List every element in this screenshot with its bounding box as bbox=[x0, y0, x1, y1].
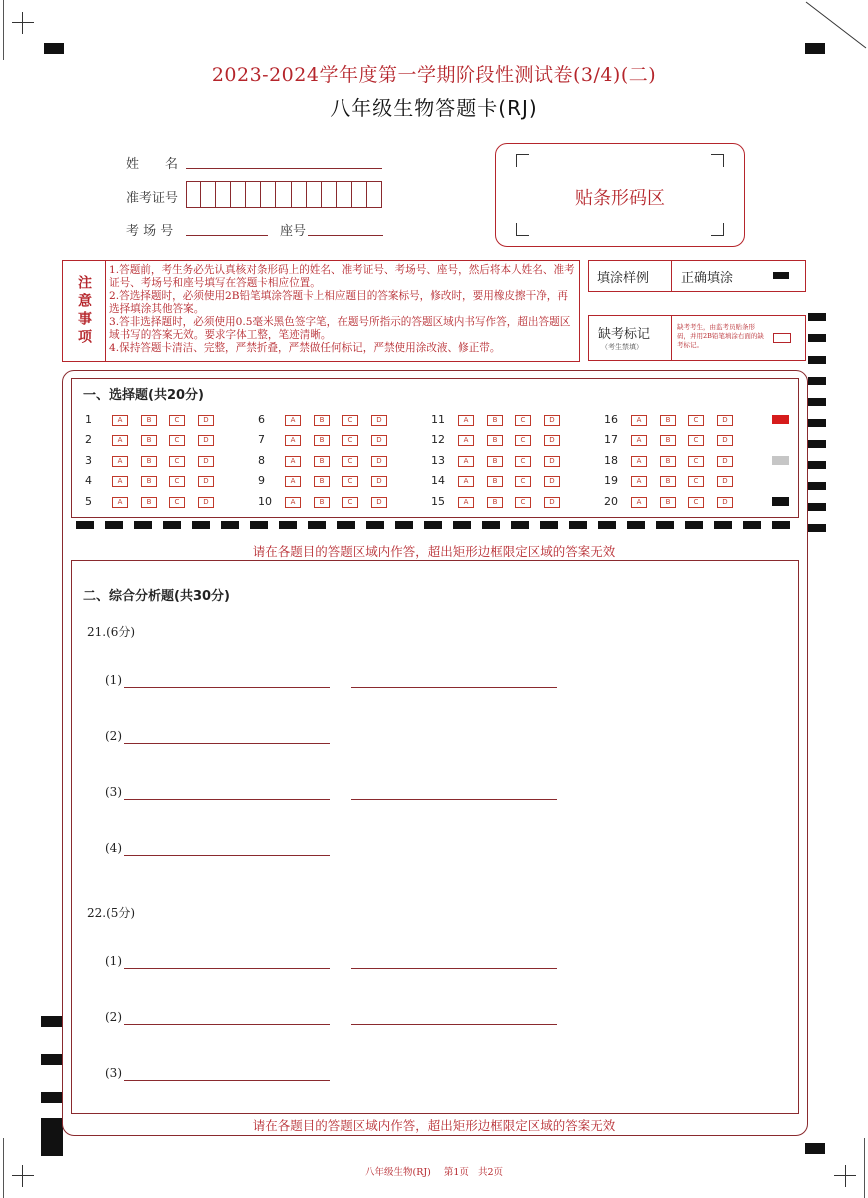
choice-bubble[interactable]: C bbox=[342, 415, 358, 426]
choice-bubble[interactable]: D bbox=[717, 456, 733, 467]
absent-fill-box[interactable] bbox=[773, 333, 791, 343]
choice-bubble[interactable]: D bbox=[371, 435, 387, 446]
timing-mark bbox=[808, 440, 826, 448]
answer-line[interactable] bbox=[351, 799, 557, 800]
sample-mark bbox=[772, 456, 789, 465]
answer-line[interactable] bbox=[124, 743, 330, 744]
choice-bubble[interactable]: B bbox=[660, 497, 676, 508]
answer-sheet-title: 八年级生物答题卡(RJ) bbox=[330, 96, 538, 120]
question-number: 20 bbox=[604, 495, 618, 508]
answer-line[interactable] bbox=[351, 968, 557, 969]
choice-bubble[interactable]: A bbox=[631, 497, 647, 508]
seat-field[interactable] bbox=[308, 221, 383, 236]
timing-mark bbox=[105, 521, 123, 529]
choice-bubble[interactable]: C bbox=[688, 497, 704, 508]
timing-mark bbox=[41, 1054, 63, 1065]
note-item: 3.答非选择题时，必须使用0.5毫米黑色签字笔，在题号所指示的答题区域内书写作答，超出答题区域书写的答案无效。要求字体工整，笔迹清晰。 bbox=[109, 316, 571, 341]
choice-bubble[interactable]: C bbox=[515, 476, 531, 487]
choice-bubble[interactable]: C bbox=[515, 456, 531, 467]
choice-section bbox=[71, 378, 799, 518]
timing-mark bbox=[808, 482, 826, 490]
exam-title: 2023-2024学年度第一学期阶段性测试卷(3/4)(二) bbox=[211, 64, 657, 86]
choice-bubble[interactable]: D bbox=[198, 456, 214, 467]
timing-mark bbox=[656, 521, 674, 529]
barcode-label: 贴条形码区 bbox=[575, 188, 665, 209]
question-number: 4 bbox=[85, 474, 92, 487]
notes-heading: 注意事项 bbox=[63, 261, 106, 361]
warning-text-2: 请在各题目的答题区域内作答，超出矩形边框限定区域的答案无效 bbox=[252, 1118, 616, 1133]
position-mark bbox=[44, 43, 64, 54]
choice-bubble[interactable]: A bbox=[285, 456, 301, 467]
timing-mark bbox=[511, 521, 529, 529]
question-number: 5 bbox=[85, 495, 92, 508]
crop-mark-top-left bbox=[12, 22, 34, 23]
choice-bubble[interactable]: A bbox=[285, 415, 301, 426]
choice-bubble[interactable]: A bbox=[458, 456, 474, 467]
timing-mark bbox=[569, 521, 587, 529]
choice-bubble[interactable]: B bbox=[141, 415, 157, 426]
note-item: 2.答选择题时，必须使用2B铅笔填涂答题卡上相应题目的答案标号，修改时，要用橡皮擦干净，再选择填涂其他答案。 bbox=[109, 290, 568, 315]
choice-section-title: 一、选择题(共20分) bbox=[83, 388, 204, 403]
choice-bubble[interactable]: D bbox=[371, 456, 387, 467]
choice-bubble[interactable]: A bbox=[631, 476, 647, 487]
choice-bubble[interactable]: A bbox=[112, 476, 128, 487]
timing-mark bbox=[192, 521, 210, 529]
note-item: 1.答题前，考生务必先认真核对条形码上的姓名、准考证号、考场号、座号，然后将本人姓名、准考证号、考场号和座号填写在答题卡相应位置。 bbox=[109, 264, 575, 289]
choice-bubble[interactable]: B bbox=[141, 456, 157, 467]
notes-body bbox=[109, 264, 576, 355]
exam-id-digit-box[interactable] bbox=[216, 181, 231, 208]
timing-mark bbox=[714, 521, 732, 529]
question-number: 15 bbox=[431, 495, 445, 508]
exam-id-digit-box[interactable] bbox=[352, 181, 367, 208]
question-number: 8 bbox=[258, 454, 265, 467]
edge-line-left bbox=[3, 0, 4, 60]
choice-bubble[interactable]: A bbox=[458, 476, 474, 487]
choice-bubble[interactable]: B bbox=[314, 497, 330, 508]
choice-bubble[interactable]: B bbox=[141, 497, 157, 508]
absent-desc: 缺考考生，由监考员贴条形码，并用2B铅笔填涂右面的缺考标记。 bbox=[677, 323, 764, 349]
choice-bubble[interactable]: A bbox=[285, 476, 301, 487]
exam-id-digit-box[interactable] bbox=[201, 181, 216, 208]
sub-question-label: (3) bbox=[105, 1066, 122, 1080]
timing-mark bbox=[808, 313, 826, 321]
choice-bubble[interactable]: A bbox=[458, 415, 474, 426]
choice-bubble[interactable]: C bbox=[515, 497, 531, 508]
choice-bubble[interactable]: D bbox=[544, 497, 560, 508]
answer-line[interactable] bbox=[351, 687, 557, 688]
choice-bubble[interactable]: A bbox=[285, 497, 301, 508]
choice-bubble[interactable]: B bbox=[660, 456, 676, 467]
choice-bubble[interactable]: A bbox=[112, 415, 128, 426]
choice-bubble[interactable]: B bbox=[487, 415, 503, 426]
footer-total: 共2页 bbox=[477, 1167, 504, 1178]
timing-mark bbox=[337, 521, 355, 529]
timing-mark bbox=[808, 419, 826, 427]
question-number: 17 bbox=[604, 433, 618, 446]
analysis-section bbox=[71, 560, 799, 1114]
correct-fill-label: 正确填涂 bbox=[681, 271, 734, 286]
sub-question-label: (3) bbox=[105, 785, 122, 799]
timing-mark bbox=[685, 521, 703, 529]
choice-bubble[interactable]: C bbox=[169, 415, 185, 426]
choice-bubble[interactable]: C bbox=[169, 476, 185, 487]
name-field[interactable] bbox=[186, 154, 382, 169]
absent-mark-box bbox=[588, 315, 806, 361]
choice-bubble[interactable]: D bbox=[371, 476, 387, 487]
timing-mark bbox=[808, 398, 826, 406]
exam-id-digit-box[interactable] bbox=[246, 181, 261, 208]
timing-mark bbox=[250, 521, 268, 529]
choice-bubble[interactable]: A bbox=[631, 415, 647, 426]
analysis-section-title: 二、综合分析题(共30分) bbox=[83, 589, 230, 604]
choice-bubble[interactable]: D bbox=[544, 456, 560, 467]
sub-question-label: (4) bbox=[105, 841, 122, 855]
choice-bubble[interactable]: B bbox=[660, 415, 676, 426]
choice-bubble[interactable]: A bbox=[631, 456, 647, 467]
question-number: 9 bbox=[258, 474, 265, 487]
timing-mark bbox=[808, 334, 826, 342]
choice-bubble[interactable]: A bbox=[285, 435, 301, 446]
choice-bubble[interactable]: C bbox=[688, 476, 704, 487]
answer-line[interactable] bbox=[124, 799, 330, 800]
exam-id-digit-box[interactable] bbox=[276, 181, 291, 208]
question-number: 2 bbox=[85, 433, 92, 446]
choice-bubble[interactable]: A bbox=[112, 456, 128, 467]
absent-label: 缺考标记 bbox=[598, 327, 651, 342]
barcode-area bbox=[495, 143, 745, 247]
question-number: 19 bbox=[604, 474, 618, 487]
question-number: 13 bbox=[431, 454, 445, 467]
answer-line[interactable] bbox=[124, 687, 330, 688]
choice-bubble[interactable]: D bbox=[717, 476, 733, 487]
timing-mark bbox=[41, 1092, 63, 1103]
question-number: 10 bbox=[258, 495, 272, 508]
timing-mark bbox=[221, 521, 239, 529]
seat-label: 座号 bbox=[280, 224, 307, 239]
choice-bubble[interactable]: A bbox=[112, 497, 128, 508]
timing-mark bbox=[808, 377, 826, 385]
fill-example-box bbox=[588, 260, 806, 292]
choice-bubble[interactable]: D bbox=[198, 435, 214, 446]
choice-bubble[interactable]: D bbox=[198, 476, 214, 487]
exam-id-digit-box[interactable] bbox=[337, 181, 352, 208]
question-22-head: 22.(5分) bbox=[87, 906, 136, 920]
timing-mark bbox=[134, 521, 152, 529]
exam-id-digit-box[interactable] bbox=[231, 181, 246, 208]
question-number: 18 bbox=[604, 454, 618, 467]
question-number: 12 bbox=[431, 433, 445, 446]
choice-bubble[interactable]: B bbox=[487, 476, 503, 487]
choice-bubble[interactable]: B bbox=[141, 476, 157, 487]
position-mark bbox=[805, 43, 825, 54]
choice-bubble[interactable]: C bbox=[515, 435, 531, 446]
choice-bubble[interactable]: C bbox=[688, 456, 704, 467]
correct-fill-sample bbox=[773, 272, 789, 279]
exam-id-boxes[interactable] bbox=[186, 181, 382, 208]
choice-bubble[interactable]: A bbox=[631, 435, 647, 446]
choice-bubble[interactable]: B bbox=[487, 456, 503, 467]
room-field[interactable] bbox=[186, 221, 268, 236]
footer-page: 第1页 bbox=[443, 1167, 469, 1178]
question-number: 6 bbox=[258, 413, 265, 426]
choice-bubble[interactable]: D bbox=[198, 415, 214, 426]
choice-bubble[interactable]: C bbox=[169, 435, 185, 446]
question-number: 16 bbox=[604, 413, 618, 426]
question-number: 14 bbox=[431, 474, 445, 487]
choice-bubble[interactable]: C bbox=[688, 435, 704, 446]
timing-mark bbox=[482, 521, 500, 529]
timing-mark bbox=[41, 1016, 63, 1027]
answer-line[interactable] bbox=[124, 968, 330, 969]
choice-bubble[interactable]: C bbox=[342, 497, 358, 508]
exam-id-digit-box[interactable] bbox=[367, 181, 382, 208]
sample-mark bbox=[772, 415, 789, 424]
crop-mark-top-left-v bbox=[22, 12, 23, 34]
answer-line[interactable] bbox=[124, 855, 330, 856]
question-number: 11 bbox=[431, 413, 445, 426]
footer-subject: 八年级生物(RJ) bbox=[364, 1167, 431, 1178]
choice-bubble[interactable]: D bbox=[544, 415, 560, 426]
timing-mark bbox=[163, 521, 181, 529]
choice-bubble[interactable]: B bbox=[314, 476, 330, 487]
timing-mark bbox=[76, 521, 94, 529]
choice-bubble[interactable]: B bbox=[487, 497, 503, 508]
exam-id-digit-box[interactable] bbox=[292, 181, 307, 208]
choice-bubble[interactable]: C bbox=[688, 415, 704, 426]
question-number: 1 bbox=[85, 413, 92, 426]
choice-bubble[interactable]: A bbox=[458, 435, 474, 446]
question-21-head: 21.(6分) bbox=[87, 625, 136, 639]
timing-mark bbox=[453, 521, 471, 529]
timing-mark bbox=[424, 521, 442, 529]
choice-bubble[interactable]: B bbox=[660, 435, 676, 446]
timing-mark bbox=[308, 521, 326, 529]
timing-mark bbox=[598, 521, 616, 529]
timing-mark bbox=[366, 521, 384, 529]
choice-bubble[interactable]: A bbox=[112, 435, 128, 446]
sub-question-label: (1) bbox=[105, 673, 122, 687]
exam-id-digit-box[interactable] bbox=[322, 181, 337, 208]
sample-mark bbox=[772, 497, 789, 506]
exam-id-digit-box[interactable] bbox=[186, 181, 201, 208]
exam-id-digit-box[interactable] bbox=[307, 181, 322, 208]
choice-bubble[interactable]: D bbox=[371, 497, 387, 508]
timing-mark bbox=[540, 521, 558, 529]
choice-bubble[interactable]: C bbox=[515, 415, 531, 426]
sub-question-label: (1) bbox=[105, 954, 122, 968]
choice-bubble[interactable]: C bbox=[342, 456, 358, 467]
absent-note: （考生禁填） bbox=[601, 343, 643, 351]
timing-mark bbox=[627, 521, 645, 529]
timing-mark bbox=[772, 521, 790, 529]
question-number: 7 bbox=[258, 433, 265, 446]
room-label: 考 场 号 bbox=[126, 224, 174, 239]
choice-bubble[interactable]: B bbox=[487, 435, 503, 446]
choice-bubble[interactable]: A bbox=[458, 497, 474, 508]
timing-mark bbox=[743, 521, 761, 529]
choice-bubble[interactable]: C bbox=[342, 476, 358, 487]
choice-bubble[interactable]: B bbox=[314, 456, 330, 467]
notes-box bbox=[62, 260, 580, 362]
note-item: 4.保持答题卡清洁、完整，严禁折叠，严禁做任何标记，严禁使用涂改液、修正带。 bbox=[109, 342, 501, 354]
choice-bubble[interactable]: C bbox=[342, 435, 358, 446]
choice-bubble[interactable]: B bbox=[314, 415, 330, 426]
choice-bubble[interactable]: B bbox=[314, 435, 330, 446]
choice-bubble[interactable]: D bbox=[717, 497, 733, 508]
choice-bubble[interactable]: C bbox=[169, 497, 185, 508]
answer-line[interactable] bbox=[124, 1080, 330, 1081]
timing-mark bbox=[395, 521, 413, 529]
name-label: 姓 名 bbox=[126, 157, 179, 172]
choice-bubble[interactable]: D bbox=[717, 415, 733, 426]
page-footer bbox=[0, 1164, 868, 1178]
choice-bubble[interactable]: D bbox=[198, 497, 214, 508]
choice-bubble[interactable]: D bbox=[544, 435, 560, 446]
choice-bubble[interactable]: D bbox=[717, 435, 733, 446]
position-mark bbox=[805, 1143, 825, 1154]
question-number: 3 bbox=[85, 454, 92, 467]
timing-mark bbox=[279, 521, 297, 529]
sub-question-label: (2) bbox=[105, 1010, 122, 1024]
answer-line[interactable] bbox=[124, 1024, 330, 1025]
exam-id-label: 准考证号 bbox=[126, 191, 179, 206]
timing-mark bbox=[808, 503, 826, 511]
answer-line[interactable] bbox=[351, 1024, 557, 1025]
choice-bubble[interactable]: B bbox=[141, 435, 157, 446]
warning-text-1: 请在各题目的答题区域内作答，超出矩形边框限定区域的答案无效 bbox=[252, 544, 616, 559]
timing-mark bbox=[808, 356, 826, 364]
exam-id-digit-box[interactable] bbox=[261, 181, 276, 208]
timing-mark bbox=[808, 524, 826, 532]
sub-question-label: (2) bbox=[105, 729, 122, 743]
choice-bubble[interactable]: C bbox=[169, 456, 185, 467]
choice-bubble[interactable]: B bbox=[660, 476, 676, 487]
choice-bubble[interactable]: D bbox=[544, 476, 560, 487]
timing-mark bbox=[808, 461, 826, 469]
choice-bubble[interactable]: D bbox=[371, 415, 387, 426]
fill-example-label: 填涂样例 bbox=[597, 271, 650, 286]
